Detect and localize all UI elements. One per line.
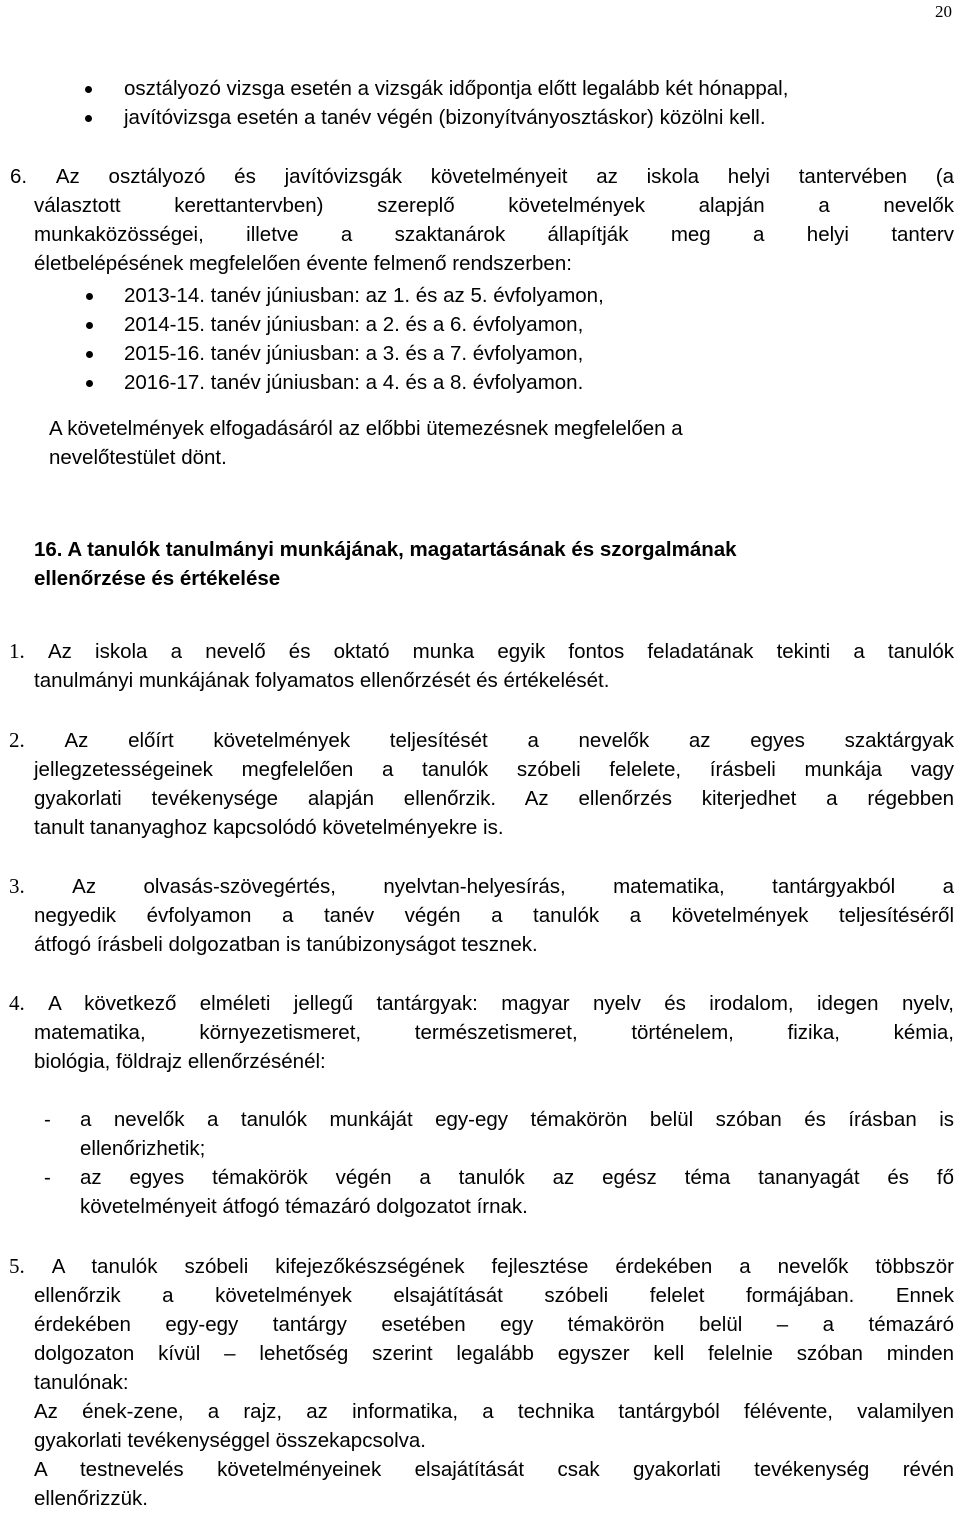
paragraph-line: választott kerettantervben) szereplő követelmények alapján a nevelők — [34, 194, 954, 217]
paragraph-line: Az ének-zene, a rajz, az informatika, a technika tantárgyból félévente, valamilyen — [34, 1400, 954, 1423]
paragraph-line: nevelőtestület dönt. — [49, 446, 227, 469]
paragraph-line: biológia, földrajz ellenőrzésénél: — [34, 1050, 326, 1073]
paragraph-line: érdekében egy-egy tantárgy esetében egy témakörön belül – a témazáró — [34, 1313, 954, 1336]
paragraph-line: 1. Az iskola a nevelő és oktató munka egyik fontos feladatának tekinti a tanulók — [9, 639, 955, 663]
dash-marker: - — [44, 1166, 51, 1189]
paragraph-line: ellenőrizzük. — [34, 1487, 148, 1510]
bullet-icon — [86, 322, 93, 329]
item-number: 4. — [9, 991, 25, 1015]
paragraph-line: gyakorlati tevékenységgel összekapcsolva. — [34, 1429, 426, 1452]
bullet-icon — [85, 115, 92, 122]
paragraph-line: átfogó írásbeli dolgozatban is tanúbizonyságot tesznek. — [34, 933, 538, 956]
paragraph-line: életbelépésének megfelelően évente felmenő rendszerben: — [34, 252, 572, 275]
paragraph-line: matematika, környezetismeret, természetismeret, történelem, fizika, kémia, — [34, 1021, 954, 1044]
bullet-icon — [85, 86, 92, 93]
paragraph-line: jellegzetességeinek megfelelően a tanulók szóbeli felelete, írásbeli munkája vagy — [34, 758, 954, 781]
bullet-item: 2016-17. tanév júniusban: a 4. és a 8. évfolyamon. — [124, 371, 584, 394]
section-heading: 16. A tanulók tanulmányi munkájának, magatartásának és szorgalmának — [34, 538, 737, 561]
item-number: 5. — [9, 1254, 25, 1278]
page-number: 20 — [935, 2, 952, 21]
paragraph-line: munkaközösségei, illetve a szaktanárok állapítják meg a helyi tanterv — [34, 223, 954, 246]
paragraph-line: A követelmények elfogadásáról az előbbi ütemezésnek megfelelően a — [49, 417, 683, 440]
paragraph-line: 5. A tanulók szóbeli kifejezőkészségének fejlesztése érdekében a nevelők többször — [9, 1254, 954, 1278]
item-number: 1. — [9, 639, 25, 663]
bullet-item: osztályozó vizsga esetén a vizsgák időpontja előtt legalább két hónappal, — [124, 77, 789, 100]
paragraph-line: negyedik évfolyamon a tanév végén a tanulók a követelmények teljesítéséről — [34, 904, 954, 927]
paragraph-line: tanulmányi munkájának folyamatos ellenőrzését és értékelését. — [34, 669, 610, 692]
paragraph-line: 3. Az olvasás-szövegértés, nyelvtan-helyesírás, matematika, tantárgyakból a — [9, 874, 954, 898]
dash-item: követelményeit átfogó témazáró dolgozatot írnak. — [80, 1195, 528, 1218]
paragraph-line: tanulónak: — [34, 1371, 129, 1394]
dash-marker: - — [44, 1108, 51, 1131]
dash-item: az egyes témakörök végén a tanulók az egész téma tananyagát és fő — [80, 1166, 954, 1189]
paragraph-line: ellenőrzik a követelmények elsajátítását szóbeli felelet formájában. Ennek — [34, 1284, 954, 1307]
bullet-item: 2013-14. tanév júniusban: az 1. és az 5. évfolyamon, — [124, 284, 604, 307]
dash-item: a nevelők a tanulók munkáját egy-egy témakörön belül szóban és írásban is — [80, 1108, 954, 1131]
paragraph-line: 4. A következő elméleti jellegű tantárgyak: magyar nyelv és irodalom, idegen nyelv, — [9, 991, 954, 1015]
paragraph-line: A testnevelés követelményeinek elsajátítását csak gyakorlati tevékenység révén — [34, 1458, 954, 1481]
dash-item: ellenőrizhetik; — [80, 1137, 206, 1160]
paragraph-line: 6. Az osztályozó és javítóvizsgák követelményeit az iskola helyi tantervében (a — [10, 165, 954, 188]
bullet-icon — [86, 293, 93, 300]
paragraph-line: gyakorlati tevékenysége alapján ellenőrzik. Az ellenőrzés kiterjedhet a régebben — [34, 787, 954, 810]
bullet-icon — [86, 380, 93, 387]
paragraph-line: tanult tananyaghoz kapcsolódó követelményekre is. — [34, 816, 504, 839]
item-number: 2. — [9, 728, 25, 752]
paragraph-line: 2. Az előírt követelmények teljesítését a nevelők az egyes szaktárgyak — [9, 728, 954, 752]
section-heading: ellenőrzése és értékelése — [34, 567, 281, 590]
bullet-item: javítóvizsga esetén a tanév végén (bizonyítványosztáskor) közölni kell. — [124, 106, 766, 129]
paragraph-line: dolgozaton kívül – lehetőség szerint legalább egyszer kell felelnie szóban minden — [34, 1342, 954, 1365]
bullet-icon — [86, 351, 93, 358]
bullet-item: 2015-16. tanév júniusban: a 3. és a 7. évfolyamon, — [124, 342, 584, 365]
item-number: 6. — [10, 165, 28, 188]
item-number: 3. — [9, 874, 25, 898]
bullet-item: 2014-15. tanév júniusban: a 2. és a 6. évfolyamon, — [124, 313, 584, 336]
